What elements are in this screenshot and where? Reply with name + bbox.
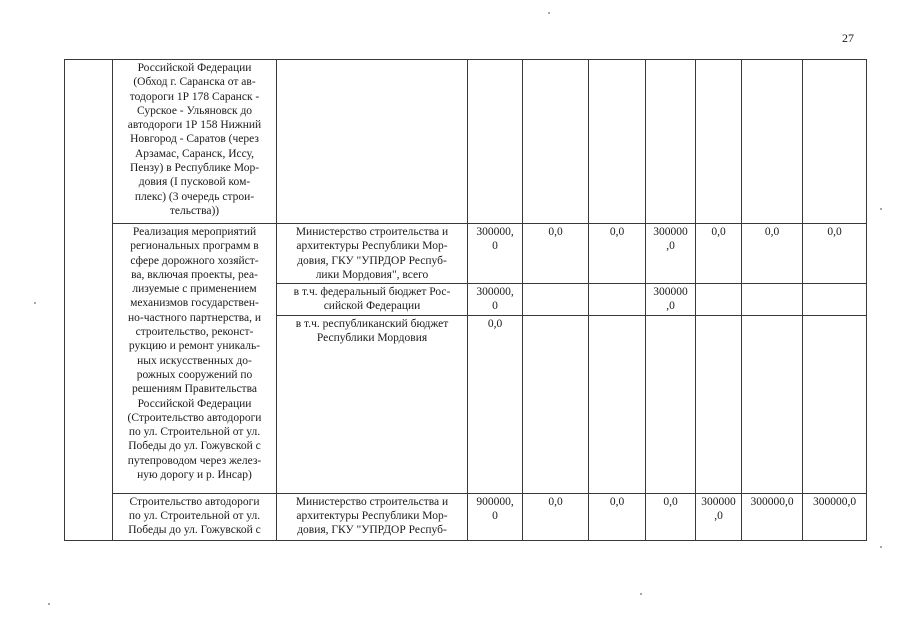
value: 300000,0	[812, 495, 857, 508]
value-cell	[589, 60, 646, 224]
value-cell	[646, 60, 696, 224]
value: 300000, 0	[476, 286, 514, 313]
measure-name-cell	[113, 60, 277, 224]
value-cell	[646, 493, 696, 540]
value: 900000, 0	[476, 495, 514, 523]
value-cell	[523, 493, 589, 540]
value-cell	[468, 493, 523, 540]
table-row	[65, 224, 867, 284]
value: 300000,0	[750, 495, 794, 508]
table-row	[65, 60, 867, 224]
value-cell	[696, 284, 742, 316]
value: 0,0	[711, 226, 726, 238]
value-cell	[468, 60, 523, 224]
value-cell	[742, 224, 803, 284]
measure-name: Российской Федерации (Обход г. Саранска от ав- тодороги 1Р 178 Саранск - Сурское - Ульяновск до автодороги 1Р 158 Нижний Новгород - Саратов (через Арзамас, Саранск, Иссу, Пензу) в Республике Мор- довия (I пусковой ком- плекс) (3 очередь строи- тельства))	[127, 62, 262, 217]
value-cell	[646, 284, 696, 316]
value-cell	[589, 284, 646, 316]
value-cell	[696, 224, 742, 284]
page-number: 27	[842, 31, 854, 45]
value-cell	[803, 493, 867, 540]
source-cell	[277, 493, 468, 540]
value: 300000 ,0	[701, 495, 736, 523]
table-row	[65, 493, 867, 540]
value-cell	[742, 493, 803, 540]
funding-source: Министерство строительства и архитектуры Республики Мор- довия, ГКУ "УПРДОР Респуб-	[295, 495, 449, 537]
value-cell	[523, 224, 589, 284]
value: 0,0	[609, 495, 625, 508]
measure-name-cell	[113, 493, 277, 540]
value-cell	[646, 224, 696, 284]
value: 0,0	[663, 495, 678, 508]
value: 0,0	[827, 226, 842, 238]
funding-source: в т.ч. республиканский бюджет Республики Мордовия	[295, 317, 449, 345]
value-cell	[468, 284, 523, 316]
value-cell	[468, 224, 523, 284]
value: 0,0	[548, 495, 563, 508]
funding-source: в т.ч. федеральный бюджет Рос- сийской Федерации	[293, 286, 451, 313]
scan-dot	[548, 12, 550, 14]
value-cell	[646, 315, 696, 493]
value: 300000 ,0	[653, 286, 688, 313]
budget-table	[64, 59, 867, 541]
value-cell	[589, 224, 646, 284]
scan-dot	[48, 603, 50, 605]
value-cell	[589, 493, 646, 540]
value-cell	[803, 60, 867, 224]
value: 300000 ,0	[653, 226, 688, 253]
value-cell	[742, 60, 803, 224]
value-cell	[803, 315, 867, 493]
measure-name: Реализация мероприятий региональных программ в сфере дорожного хозяйст- ва, включая проекты, реа- лизуемые с применением механизмов государствен- но-частного партнерства, и строительство, реконст- рукцию и ремонт уникаль- ных искусственных до- рожных сооружений по решениям Правительства Российской Федерации (Строительство автодороги по ул. Строительной от ул. Победы до ул. Гожувской с путепроводом через желез- ную дорогу и р. Инсар)	[127, 226, 262, 482]
number-cell	[65, 60, 113, 541]
scan-dot	[640, 593, 642, 595]
source-cell	[277, 315, 468, 493]
measure-name: Строительство автодороги по ул. Строительной от ул. Победы до ул. Гожувской с	[128, 495, 261, 537]
value-cell	[589, 315, 646, 493]
value-cell	[523, 315, 589, 493]
scan-dot	[880, 208, 882, 210]
value-cell	[523, 284, 589, 316]
value-cell	[696, 60, 742, 224]
source-cell	[277, 284, 468, 316]
measure-name-cell	[113, 224, 277, 494]
value-cell	[523, 60, 589, 224]
funding-source: Министерство строительства и архитектуры Республики Мор- довия, ГКУ "УПРДОР Респуб- лики Мордовия", всего	[295, 226, 449, 281]
value-cell	[803, 224, 867, 284]
value-cell	[468, 315, 523, 493]
value-cell	[696, 315, 742, 493]
value-cell	[742, 284, 803, 316]
scan-dot	[880, 546, 882, 548]
value-cell	[742, 315, 803, 493]
value: 0,0	[487, 317, 503, 330]
value-cell	[803, 284, 867, 316]
value: 0,0	[764, 226, 780, 238]
source-cell	[277, 60, 468, 224]
value: 0,0	[548, 226, 563, 238]
scan-dot	[34, 302, 36, 304]
value: 300000, 0	[476, 226, 514, 253]
source-cell	[277, 224, 468, 284]
value-cell	[696, 493, 742, 540]
value: 0,0	[609, 226, 625, 238]
